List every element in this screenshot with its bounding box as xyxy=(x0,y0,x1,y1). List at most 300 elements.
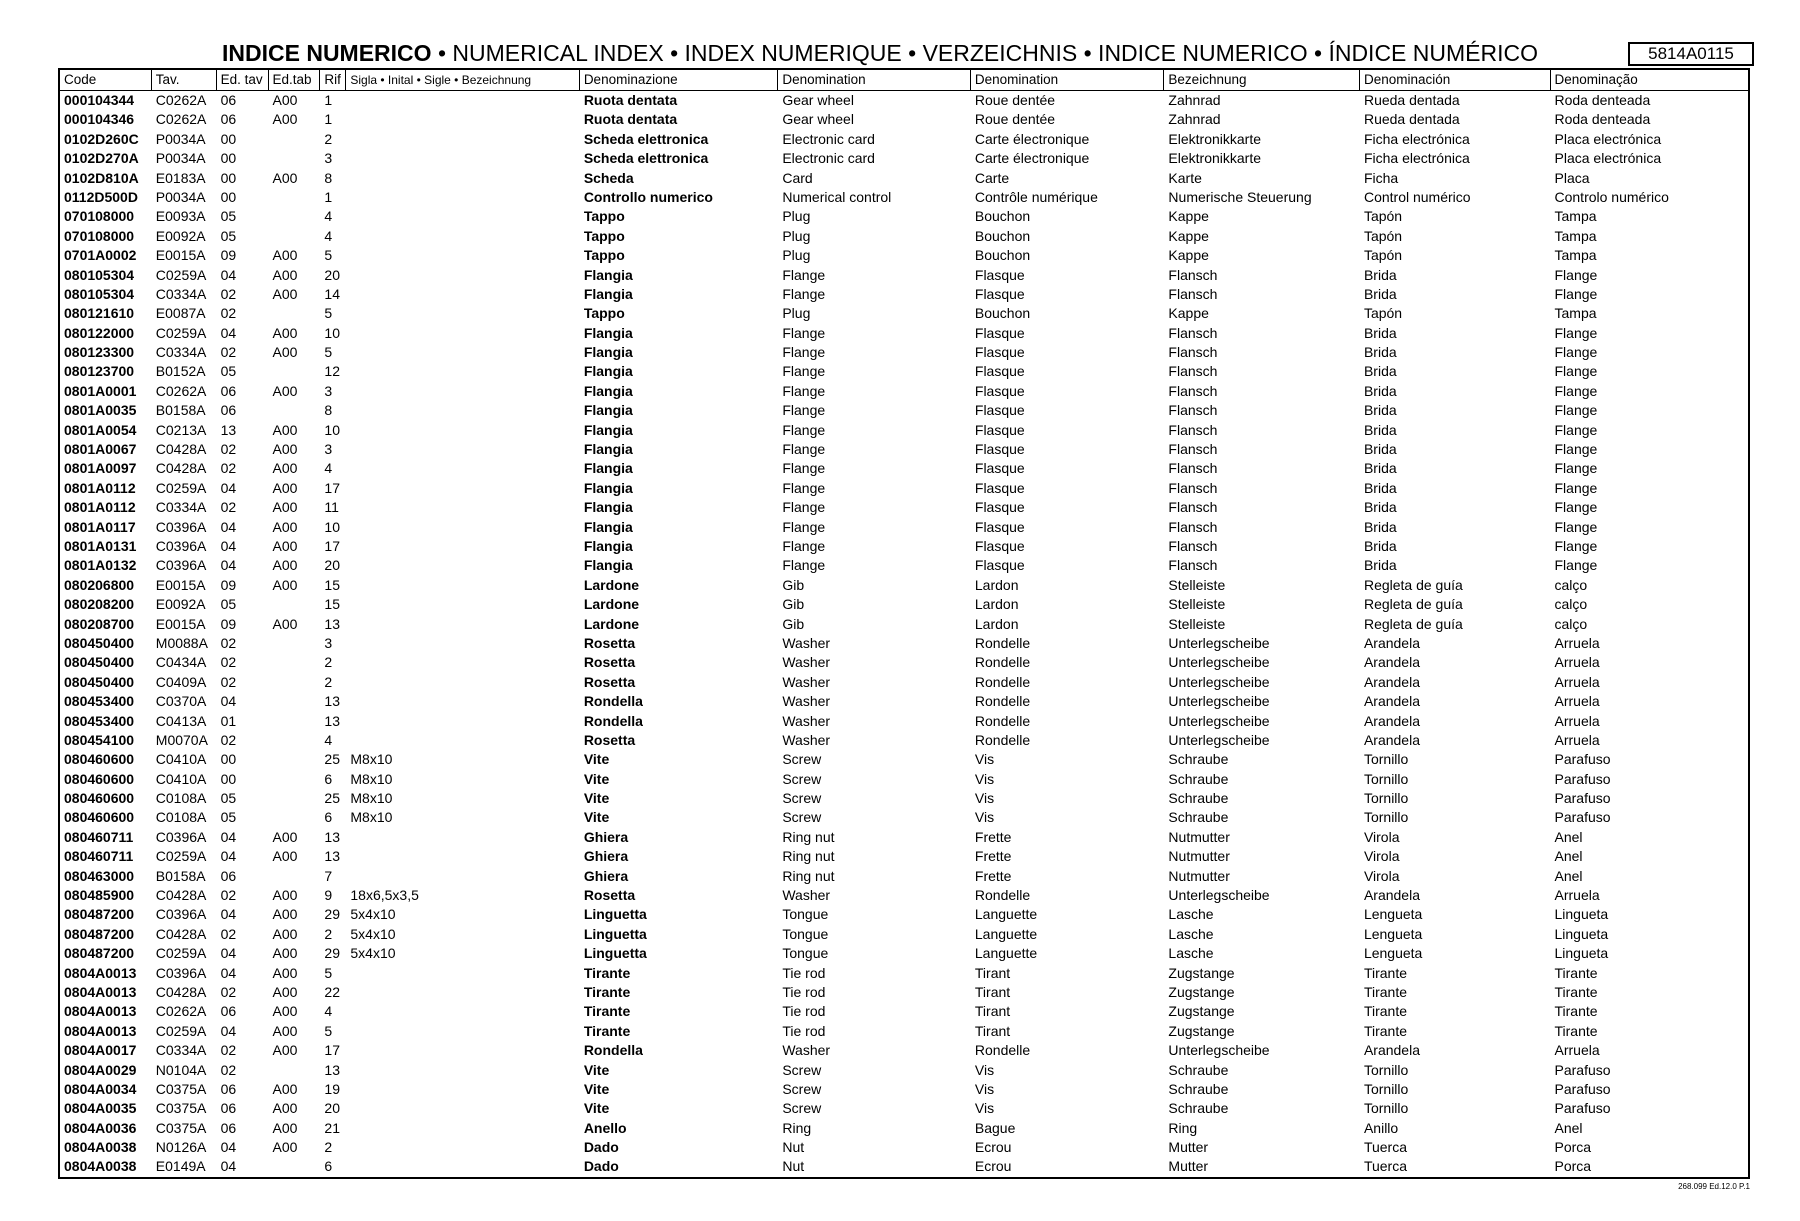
table-row xyxy=(60,1002,1748,1021)
table-cell: P0034A xyxy=(155,130,206,147)
table-cell: Flange xyxy=(782,402,826,419)
table-cell: Schraube xyxy=(1168,1100,1229,1117)
table-cell xyxy=(346,653,579,672)
table-cell: Flange xyxy=(1554,499,1598,516)
table-cell: Brida xyxy=(1363,344,1397,361)
table-cell: Rosetta xyxy=(583,731,636,748)
column-header: Bezeichnung xyxy=(1164,70,1360,90)
table-cell xyxy=(346,1138,579,1157)
table-cell: Schraube xyxy=(1168,1080,1229,1097)
table-cell: 20 xyxy=(324,266,340,283)
table-cell: 0804A0029 xyxy=(64,1061,137,1078)
table-cell xyxy=(346,324,579,343)
table-cell: C0428A xyxy=(155,925,207,942)
table-cell: C0396A xyxy=(155,906,207,923)
table-row xyxy=(60,537,1748,556)
table-cell: 06 xyxy=(220,1119,237,1136)
table-cell: 02 xyxy=(220,654,237,671)
table-cell: 05 xyxy=(220,227,237,244)
table-cell: Ring nut xyxy=(782,848,835,865)
table-cell: 4 xyxy=(324,227,333,244)
table-cell: 6 xyxy=(324,809,333,826)
table-cell: M8x10 xyxy=(350,751,393,768)
table-cell: Anel xyxy=(1554,848,1583,865)
table-cell: Flangia xyxy=(583,344,633,361)
table-cell: Flansch xyxy=(1168,402,1218,419)
table-cell: Tirante xyxy=(1363,1022,1408,1039)
table-cell: P0034A xyxy=(155,150,206,167)
table-cell: Linguetta xyxy=(583,906,647,923)
table-cell xyxy=(269,130,321,149)
table-cell: 080460600 xyxy=(64,751,135,768)
table-cell: Flangia xyxy=(583,382,633,399)
table-row xyxy=(60,750,1748,769)
page-title-bold: INDICE NUMERICO xyxy=(222,40,432,66)
table-cell: Virola xyxy=(1363,828,1400,845)
table-cell: Vite xyxy=(583,770,610,787)
table-cell: 7 xyxy=(324,867,333,884)
table-cell: Rosetta xyxy=(583,673,636,690)
table-cell: 000104346 xyxy=(64,111,135,128)
table-cell: Brida xyxy=(1363,537,1397,554)
table-cell: E0149A xyxy=(155,1158,206,1175)
table-cell: Flange xyxy=(1554,557,1598,574)
table-cell: A00 xyxy=(272,964,298,981)
table-row xyxy=(60,343,1748,362)
table-cell: Arruela xyxy=(1554,712,1600,729)
table-cell: 080206800 xyxy=(64,576,135,593)
column-header: Code xyxy=(60,70,152,90)
table-cell: Zahnrad xyxy=(1168,92,1221,108)
table-row xyxy=(60,556,1748,575)
table-cell: Gib xyxy=(782,615,805,632)
table-cell: Scheda xyxy=(583,169,634,186)
table-cell: Brida xyxy=(1363,382,1397,399)
table-cell: 00 xyxy=(220,751,237,768)
table-cell: 13 xyxy=(324,848,340,865)
table-cell: 17 xyxy=(324,1042,340,1059)
table-cell: Tuerca xyxy=(1363,1158,1408,1175)
table-cell: C0396A xyxy=(155,557,207,574)
table-cell: Brida xyxy=(1363,499,1397,516)
table-cell: 02 xyxy=(220,285,237,302)
table-cell: Ficha electrónica xyxy=(1363,130,1470,147)
table-cell: 00 xyxy=(220,169,237,186)
table-cell: Tirante xyxy=(1554,1022,1598,1039)
table-cell xyxy=(346,828,579,847)
document-code: 5814A0115 xyxy=(1628,42,1754,66)
table-cell: 06 xyxy=(220,92,237,108)
table-cell: 00 xyxy=(220,770,237,787)
table-cell: Unterlegscheibe xyxy=(1168,654,1270,671)
table-cell xyxy=(346,1119,579,1138)
table-cell: Elektronikkarte xyxy=(1168,150,1262,167)
table-cell: Brida xyxy=(1363,518,1397,535)
table-cell: Tampa xyxy=(1554,227,1597,244)
table-cell xyxy=(346,266,579,285)
table-cell: Arruela xyxy=(1554,634,1600,651)
table-cell: Screw xyxy=(782,1100,822,1117)
table-row xyxy=(60,304,1748,323)
table-cell: 02 xyxy=(220,441,237,458)
table-cell: Ecrou xyxy=(974,1139,1012,1156)
table-cell: Screw xyxy=(782,1080,822,1097)
table-row xyxy=(60,1080,1748,1099)
table-cell: Lengueta xyxy=(1363,925,1423,942)
table-cell: 10 xyxy=(324,518,340,535)
table-cell: B0152A xyxy=(155,363,206,380)
table-cell xyxy=(269,634,321,653)
table-cell: Brida xyxy=(1363,460,1397,477)
table-cell: Tirante xyxy=(583,1003,631,1020)
table-cell: Virola xyxy=(1363,848,1400,865)
table-cell: 070108000 xyxy=(64,208,135,225)
table-cell: Ficha electrónica xyxy=(1363,150,1470,167)
table-cell: Flansch xyxy=(1168,499,1218,516)
table-cell: 06 xyxy=(220,1080,237,1097)
table-row xyxy=(60,789,1748,808)
table-cell: Rosetta xyxy=(583,887,636,904)
table-cell: 0701A0002 xyxy=(64,247,137,264)
table-cell: C0410A xyxy=(155,751,207,768)
table-cell: 5 xyxy=(324,305,333,322)
table-cell xyxy=(346,1041,579,1060)
table-row xyxy=(60,227,1748,246)
table-row xyxy=(60,808,1748,827)
table-cell: calço xyxy=(1554,596,1588,613)
table-cell: 04 xyxy=(220,266,237,283)
table-cell: E0015A xyxy=(155,615,206,632)
table-cell: 0804A0035 xyxy=(64,1100,137,1117)
table-cell: A00 xyxy=(272,537,298,554)
table-cell: 8 xyxy=(324,402,333,419)
table-cell: Flangia xyxy=(583,266,633,283)
table-cell: 4 xyxy=(324,1003,333,1020)
table-cell: 02 xyxy=(220,887,237,904)
table-cell: 080450400 xyxy=(64,634,135,651)
table-cell: C0410A xyxy=(155,770,207,787)
table-cell xyxy=(346,692,579,711)
table-cell: Vis xyxy=(974,1100,995,1117)
table-cell: 09 xyxy=(220,247,237,264)
table-cell: 4 xyxy=(324,208,333,225)
table-header xyxy=(60,70,1748,91)
table-cell: Flange xyxy=(1554,537,1598,554)
table-cell: Unterlegscheibe xyxy=(1168,731,1270,748)
table-cell xyxy=(269,750,321,769)
table-cell: C0259A xyxy=(155,945,207,962)
table-cell: 15 xyxy=(324,576,340,593)
table-cell: A00 xyxy=(272,576,298,593)
table-cell: E0087A xyxy=(155,305,206,322)
table-cell: A00 xyxy=(272,169,298,186)
table-cell: 04 xyxy=(220,479,237,496)
table-cell: 3 xyxy=(324,634,333,651)
table-cell: Tappo xyxy=(583,227,625,244)
table-cell: Tirant xyxy=(974,1022,1011,1039)
table-cell: Tirante xyxy=(1363,983,1408,1000)
table-cell: Ghiera xyxy=(583,828,629,845)
table-cell: 02 xyxy=(220,983,237,1000)
table-cell: Rueda dentada xyxy=(1363,92,1460,108)
table-cell: Bouchon xyxy=(974,208,1031,225)
table-cell xyxy=(346,964,579,983)
table-cell: Parafuso xyxy=(1554,809,1611,826)
table-cell: A00 xyxy=(272,499,298,516)
table-cell: C0262A xyxy=(155,382,207,399)
table-cell: C0262A xyxy=(155,92,207,108)
table-cell: C0108A xyxy=(155,790,207,807)
table-cell: 04 xyxy=(220,945,237,962)
table-cell: 4 xyxy=(324,731,333,748)
table-cell: Brida xyxy=(1363,402,1397,419)
table-cell: Tampa xyxy=(1554,208,1597,225)
table-cell: C0428A xyxy=(155,441,207,458)
table-cell: Rosetta xyxy=(583,634,636,651)
table-cell: Flange xyxy=(1554,402,1598,419)
table-cell: A00 xyxy=(272,906,298,923)
table-cell: E0183A xyxy=(155,169,206,186)
table-cell xyxy=(346,712,579,731)
table-cell: M0070A xyxy=(155,731,208,748)
table-cell: Gear wheel xyxy=(782,111,854,128)
table-cell: Flansch xyxy=(1168,441,1218,458)
table-cell: 05 xyxy=(220,809,237,826)
table-cell: Vite xyxy=(583,809,610,826)
table-cell: Flasque xyxy=(974,382,1025,399)
table-cell: 25 xyxy=(324,790,340,807)
table-cell: Zahnrad xyxy=(1168,111,1221,128)
table-cell: Anello xyxy=(583,1119,627,1136)
table-cell: Flasque xyxy=(974,285,1025,302)
table-cell: Screw xyxy=(782,790,822,807)
table-cell: 0804A0013 xyxy=(64,1022,137,1039)
table-cell: Flangia xyxy=(583,557,633,574)
table-cell: 04 xyxy=(220,1158,237,1175)
table-cell: A00 xyxy=(272,324,298,341)
table-cell: 2 xyxy=(324,654,333,671)
table-cell: 13 xyxy=(324,712,340,729)
table-cell: Schraube xyxy=(1168,809,1229,826)
table-cell: Lengueta xyxy=(1363,945,1423,962)
table-cell: 080487200 xyxy=(64,945,135,962)
table-cell xyxy=(346,518,579,537)
table-cell: 2 xyxy=(324,130,333,147)
table-cell: Tirante xyxy=(583,983,631,1000)
parts-index-table xyxy=(58,68,1750,1179)
table-cell: 0801A0067 xyxy=(64,441,137,458)
table-cell: Placa electrónica xyxy=(1554,130,1662,147)
table-cell: 3 xyxy=(324,150,333,167)
table-row xyxy=(60,828,1748,847)
table-cell: Lardone xyxy=(583,615,640,632)
table-cell: Schraube xyxy=(1168,1061,1229,1078)
table-cell: Parafuso xyxy=(1554,751,1611,768)
table-cell: Flasque xyxy=(974,441,1025,458)
table-cell: Regleta de guía xyxy=(1363,615,1463,632)
table-cell: Brida xyxy=(1363,324,1397,341)
table-cell xyxy=(346,188,579,207)
table-cell: A00 xyxy=(272,285,298,302)
table-cell: Linguetta xyxy=(583,945,647,962)
table-cell: C0413A xyxy=(155,712,207,729)
table-cell xyxy=(346,110,579,129)
table-cell: Tirante xyxy=(583,964,631,981)
table-cell: Plug xyxy=(782,227,811,244)
table-cell xyxy=(346,130,579,149)
table-cell: Tappo xyxy=(583,247,625,264)
table-cell: Tapón xyxy=(1363,227,1403,244)
table-cell: Rondelle xyxy=(974,693,1031,710)
table-row xyxy=(60,847,1748,866)
table-cell xyxy=(346,847,579,866)
table-cell: Brida xyxy=(1363,266,1397,283)
table-cell: Flangia xyxy=(583,402,633,419)
table-cell: Washer xyxy=(782,712,831,729)
table-cell: Vite xyxy=(583,1100,610,1117)
table-cell: Screw xyxy=(782,809,822,826)
table-cell: 13 xyxy=(324,828,340,845)
table-cell: Flange xyxy=(1554,382,1598,399)
table-cell: 04 xyxy=(220,1139,237,1156)
table-row xyxy=(60,634,1748,653)
table-cell: 080460600 xyxy=(64,770,135,787)
table-cell: 01 xyxy=(220,712,237,729)
table-cell: 06 xyxy=(220,1003,237,1020)
table-cell: Dado xyxy=(583,1139,619,1156)
table-cell: C0259A xyxy=(155,848,207,865)
table-body xyxy=(60,91,1748,1177)
table-cell: Vis xyxy=(974,751,995,768)
table-cell: 19 xyxy=(324,1080,340,1097)
table-cell: Flasque xyxy=(974,518,1025,535)
table-cell: Tie rod xyxy=(782,1003,826,1020)
table-cell: Rondella xyxy=(583,693,643,710)
column-header: Denominação xyxy=(1554,72,1638,87)
table-cell xyxy=(269,808,321,827)
table-cell: 21 xyxy=(324,1119,340,1136)
table-cell: 04 xyxy=(220,828,237,845)
column-header: Tav. xyxy=(152,70,217,90)
table-cell: Controllo numerico xyxy=(583,188,713,205)
table-cell: M8x10 xyxy=(350,809,393,826)
table-cell: 25 xyxy=(324,751,340,768)
table-cell: 13 xyxy=(324,615,340,632)
table-cell: Flasque xyxy=(974,479,1025,496)
table-cell: Virola xyxy=(1363,867,1400,884)
table-row xyxy=(60,925,1748,944)
table-cell: 04 xyxy=(220,537,237,554)
table-cell: Vis xyxy=(974,1061,995,1078)
table-cell: Flangia xyxy=(583,324,633,341)
table-cell: Electronic card xyxy=(782,130,875,147)
table-cell: Flansch xyxy=(1168,382,1218,399)
table-cell: Bague xyxy=(974,1119,1016,1136)
table-cell: Flange xyxy=(782,441,826,458)
table-cell: 04 xyxy=(220,964,237,981)
table-row xyxy=(60,770,1748,789)
table-cell: 8 xyxy=(324,169,333,186)
table-cell: 02 xyxy=(220,925,237,942)
table-cell: 080453400 xyxy=(64,712,135,729)
table-cell: C0396A xyxy=(155,537,207,554)
table-cell: 070108000 xyxy=(64,227,135,244)
table-cell: Languette xyxy=(974,945,1038,962)
table-cell: Tirant xyxy=(974,983,1011,1000)
table-cell xyxy=(346,576,579,595)
table-cell: Unterlegscheibe xyxy=(1168,887,1270,904)
table-cell: 14 xyxy=(324,285,340,302)
table-cell: Vis xyxy=(974,790,995,807)
column-header: Ed. tav xyxy=(217,70,269,90)
table-row xyxy=(60,983,1748,1002)
table-cell: Regleta de guía xyxy=(1363,596,1463,613)
table-cell: 080485900 xyxy=(64,887,135,904)
table-cell: 5 xyxy=(324,344,333,361)
column-header: Denomination xyxy=(778,70,971,90)
table-cell: 0801A0035 xyxy=(64,402,137,419)
table-row xyxy=(60,673,1748,692)
table-cell xyxy=(346,634,579,653)
table-cell: 080123300 xyxy=(64,344,135,361)
table-cell: Flangia xyxy=(583,499,633,516)
table-cell: Elektronikkarte xyxy=(1168,130,1262,147)
table-cell: Lasche xyxy=(1168,925,1214,942)
table-cell: Parafuso xyxy=(1554,1080,1611,1097)
table-cell: 2 xyxy=(324,1139,333,1156)
table-cell: Brida xyxy=(1363,363,1397,380)
table-cell: 080487200 xyxy=(64,906,135,923)
table-cell: Arandela xyxy=(1363,634,1420,651)
table-cell xyxy=(346,285,579,304)
table-cell: Ring nut xyxy=(782,828,835,845)
table-cell: 080105304 xyxy=(64,266,135,283)
table-cell: 06 xyxy=(220,402,237,419)
table-cell xyxy=(346,615,579,634)
table-cell xyxy=(346,382,579,401)
table-cell: Roue dentée xyxy=(974,92,1056,108)
table-cell: 0112D500D xyxy=(64,188,138,205)
table-cell: 0102D260C xyxy=(64,130,139,147)
table-cell: Rondella xyxy=(583,1042,643,1059)
table-cell: Washer xyxy=(782,887,831,904)
table-cell: calço xyxy=(1554,615,1588,632)
table-cell: Lardone xyxy=(583,576,640,593)
table-cell: Vis xyxy=(974,770,995,787)
table-cell: Flangia xyxy=(583,285,633,302)
table-cell: 6 xyxy=(324,770,333,787)
table-cell: Flansch xyxy=(1168,537,1218,554)
table-cell: Anel xyxy=(1554,828,1583,845)
table-cell: 09 xyxy=(220,615,237,632)
table-cell xyxy=(269,1061,321,1080)
table-cell: B0158A xyxy=(155,867,206,884)
table-cell: C0434A xyxy=(155,654,207,671)
table-cell: Tornillo xyxy=(1363,1061,1409,1078)
table-cell: Brida xyxy=(1363,557,1397,574)
table-cell: Tapón xyxy=(1363,247,1403,264)
table-cell: Tappo xyxy=(583,208,625,225)
table-cell xyxy=(269,867,321,886)
table-cell: A00 xyxy=(272,441,298,458)
table-cell: Flange xyxy=(782,382,826,399)
table-cell: C0396A xyxy=(155,828,207,845)
table-row xyxy=(60,867,1748,886)
table-cell: 0804A0036 xyxy=(64,1119,137,1136)
table-cell: Flange xyxy=(1554,285,1598,302)
table-cell: Flangia xyxy=(583,537,633,554)
table-cell: 0804A0038 xyxy=(64,1139,137,1156)
